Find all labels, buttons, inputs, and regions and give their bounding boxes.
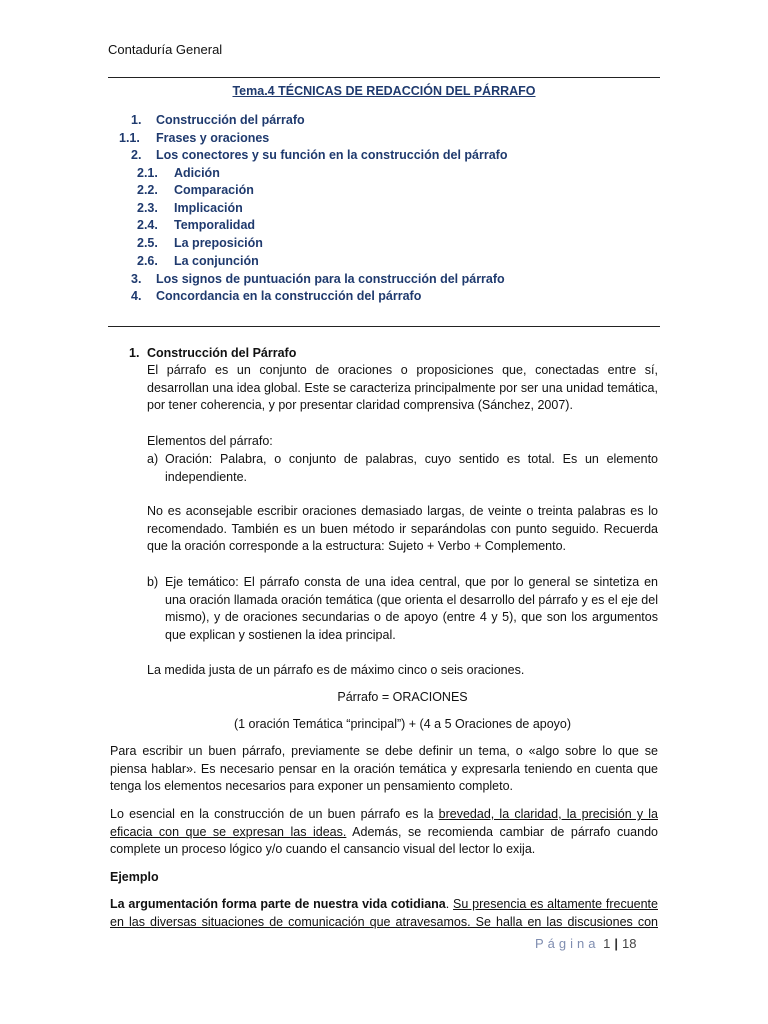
section-number: 1. (129, 346, 140, 360)
list-item-oracion: Oración: Palabra, o conjunto de palabras, cuyo sentido es total. Es un elemento independiente. (165, 452, 658, 484)
list-item-eje-tematico: Eje temático: El párrafo consta de una idea central, que por lo general se sintetiza en una oración llamada oración temática (que orienta el desarrollo del párrafo y es el eje del mismo), y de oraciones secundarias o de apoyo (entre 4 y 5), que son los argumentos que explican y sostienen la idea principal. (165, 575, 658, 642)
underlined-emphasis: brevedad, la claridad, la precisión y la eficacia con que se expresan las ideas. (110, 807, 658, 839)
formula-line-1: Párrafo = ORACIONES (337, 690, 468, 704)
document-header: Contaduría General (108, 42, 223, 57)
page-total: 18 (621, 936, 637, 951)
topic-title: Tema.4 TÉCNICAS DE REDACCIÓN DEL PÁRRAFO (232, 84, 536, 98)
elements-label: Elementos del párrafo: (147, 434, 273, 448)
header-divider (108, 77, 660, 78)
essential-paragraph: Lo esencial en la construcción de un buen párrafo es la brevedad, la claridad, la precisión y la eficacia con que se expresan las ideas. Además, se recomienda cambiar de párrafo cuando complete un proceso lógico y/o cuando el cansancio visual del lector lo exija. (110, 807, 658, 856)
example-heading: Ejemplo (110, 870, 159, 884)
page-footer (535, 936, 636, 951)
formula-line-2: (1 oración Temática “principal”) + (4 a 5 Oraciones de apoyo) (233, 717, 572, 731)
toc-divider (108, 326, 660, 327)
list-marker-a: a) (147, 452, 159, 466)
measure-sentence: La medida justa de un párrafo es de máximo cinco o seis oraciones. (147, 663, 525, 677)
example-paragraph: La argumentación forma parte de nuestra vida cotidiana. Su presencia es altamente frecuente en las diversas situaciones de comunicación que atravesamos. Se halla en las discusiones con (110, 897, 658, 929)
list-marker-b: b) (147, 575, 159, 589)
page-label: Página (535, 936, 600, 951)
page-separator: | (614, 936, 618, 951)
section-intro-paragraph: El párrafo es un conjunto de oraciones o proposiciones que, conectadas entre sí, desarrollan una idea global. Este se caracteriza principalmente por ser una unidad temática, por tener coherencia, y por presentar claridad comprensiva (Sánchez, 2007). (147, 363, 658, 412)
page-number: 1 (603, 936, 611, 951)
oracion-note-paragraph: No es aconsejable escribir oraciones demasiado largas, de veinte o treinta palabras es lo recomendado. También es un buen método ir separándolas con punto seguido. Recuerda que la oración corresponde a la estructura: Sujeto + Verbo + Complemento. (147, 504, 658, 553)
section-heading: Construcción del Párrafo (147, 346, 297, 360)
write-paragraph: Para escribir un buen párrafo, previamente se debe definir un tema, o «algo sobre lo que se piensa hablar». Es necesario pensar en la oración temática y expresarla teniendo en cuenta que tenga los elementos necesarios para exponer un pensamiento completo. (110, 744, 658, 793)
